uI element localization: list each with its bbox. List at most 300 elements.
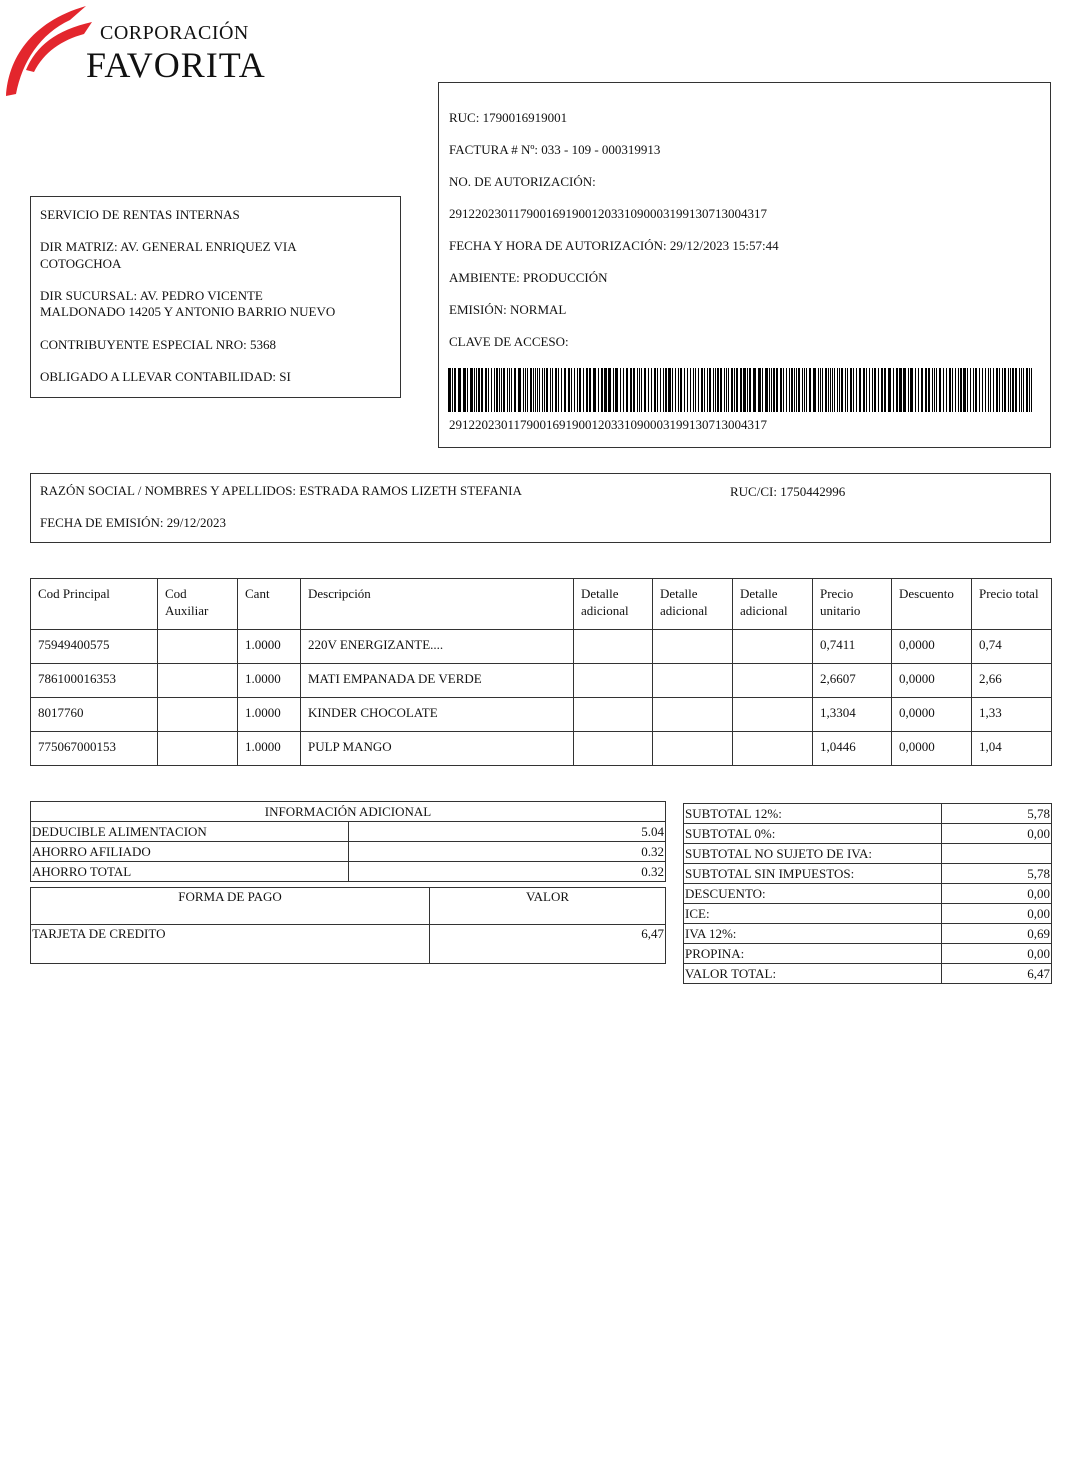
barcode-bar	[776, 368, 778, 412]
barcode-bar	[985, 368, 986, 412]
barcode-bar	[888, 368, 891, 412]
barcode-bar	[539, 368, 540, 412]
cell-detalle-3	[733, 732, 813, 766]
cell-cant: 1.0000	[238, 732, 301, 766]
cell-detalle-1	[574, 698, 653, 732]
barcode-bar	[973, 368, 974, 412]
barcode-bar	[872, 368, 873, 412]
cell-desc: MATI EMPANADA DE VERDE	[301, 664, 574, 698]
barcode-bar	[856, 368, 857, 412]
barcode-bar	[571, 368, 572, 412]
dir-sucursal-line1: DIR SUCURSAL: AV. PEDRO VICENTE	[40, 288, 263, 303]
barcode-bar	[615, 368, 618, 412]
items-header-row	[31, 579, 1052, 630]
barcode-bar	[952, 368, 953, 412]
clave-acceso-label: CLAVE DE ACCESO:	[449, 334, 569, 349]
col-detalle-2: Detalle adicional	[653, 579, 733, 630]
cell-cod: 8017760	[31, 698, 158, 732]
col-detalle-3: Detalle adicional	[733, 579, 813, 630]
barcode-bar	[869, 368, 870, 412]
cell-total: 1,33	[972, 698, 1052, 732]
barcode-bar	[946, 368, 947, 412]
barcode-bar	[675, 368, 676, 412]
barcode-bar	[1029, 368, 1030, 412]
cell-total: 0,74	[972, 630, 1052, 664]
barcode-bar	[568, 368, 570, 412]
cell-detalle-2	[653, 732, 733, 766]
barcode-bar	[780, 368, 782, 412]
barcode-bar	[577, 368, 578, 412]
barcode-bar	[704, 368, 705, 412]
total-label: SUBTOTAL NO SUJETO DE IVA:	[684, 844, 942, 864]
cell-detalle-2	[653, 630, 733, 664]
cell-descuento: 0,0000	[892, 664, 972, 698]
cell-desc: PULP MANGO	[301, 732, 574, 766]
cell-cod: 775067000153	[31, 732, 158, 766]
barcode-bar	[657, 368, 658, 412]
cell-detalle-3	[733, 698, 813, 732]
barcode-bar	[726, 368, 727, 412]
barcode-bar	[523, 368, 524, 412]
cell-descuento: 0,0000	[892, 732, 972, 766]
barcode-bar	[825, 368, 827, 412]
barcode-bar	[896, 368, 898, 412]
cell-detalle-1	[574, 732, 653, 766]
barcode-bar	[1012, 368, 1014, 412]
table-row	[31, 862, 666, 882]
barcode-bar	[1026, 368, 1028, 412]
barcode-bar	[680, 368, 682, 412]
barcode-bar	[967, 368, 968, 412]
barcode-bar	[979, 368, 980, 412]
cell-precio: 0,7411	[813, 630, 892, 664]
barcode-bar	[663, 368, 664, 412]
barcode-bar	[908, 368, 909, 412]
obligado-contabilidad: OBLIGADO A LLEVAR CONTABILIDAD: SI	[40, 369, 291, 384]
cell-detalle-2	[653, 664, 733, 698]
barcode-bar	[720, 368, 722, 412]
cell-desc: KINDER CHOCOLATE	[301, 698, 574, 732]
barcode-bar	[552, 368, 553, 412]
total-label: SUBTOTAL 12%:	[684, 804, 942, 824]
issuer-box	[30, 196, 401, 398]
barcode-bar	[1004, 368, 1006, 412]
barcode-bar	[544, 368, 545, 412]
barcode-bar	[841, 368, 843, 412]
barcode-bar	[623, 368, 624, 412]
forma-pago-value: TARJETA DE CREDITO	[31, 925, 430, 964]
barcode-bar	[586, 368, 588, 412]
barcode-bar	[485, 368, 487, 412]
barcode-bar	[736, 368, 738, 412]
barcode-bar	[960, 368, 962, 412]
total-label: SUBTOTAL SIN IMPUESTOS:	[684, 864, 942, 884]
barcode-bar	[598, 368, 599, 412]
barcode-bar	[958, 368, 959, 412]
forma-pago-table	[30, 887, 666, 964]
table-row	[684, 804, 1052, 824]
forma-pago-header: FORMA DE PAGO	[31, 888, 430, 925]
info-label: AHORRO AFILIADO	[31, 842, 349, 862]
total-label: ICE:	[684, 904, 942, 924]
barcode-bar	[715, 368, 716, 412]
barcode-bar	[728, 368, 729, 412]
cell-detalle-1	[574, 630, 653, 664]
totals-table	[683, 803, 1052, 984]
barcode-bar	[639, 368, 640, 412]
table-row	[684, 904, 1052, 924]
barcode-bar	[1015, 368, 1017, 412]
barcode-bar	[990, 368, 991, 412]
customer-box	[30, 473, 1051, 543]
barcode-bar	[1019, 368, 1020, 412]
barcode-bar	[982, 368, 983, 412]
total-label: SUBTOTAL 0%:	[684, 824, 942, 844]
barcode-bar	[794, 368, 795, 412]
cell-total: 1,04	[972, 732, 1052, 766]
barcode-bar	[583, 368, 584, 412]
barcode-bar	[765, 368, 768, 412]
cell-detalle-1	[574, 664, 653, 698]
barcode-bar	[921, 368, 923, 412]
barcode-bar	[949, 368, 951, 412]
table-row	[31, 842, 666, 862]
barcode-bar	[665, 368, 667, 412]
barcode-bar	[470, 368, 473, 412]
barcode-bar	[881, 368, 883, 412]
barcode-bar	[546, 368, 548, 412]
barcode-bar	[654, 368, 656, 412]
table-row	[684, 844, 1052, 864]
table-row	[684, 884, 1052, 904]
barcode-bar	[613, 368, 614, 412]
contribuyente-especial: CONTRIBUYENTE ESPECIAL NRO: 5368	[40, 337, 277, 352]
barcode-bar	[828, 368, 829, 412]
cell-precio: 1,3304	[813, 698, 892, 732]
barcode-bar	[796, 368, 797, 412]
table-row	[684, 924, 1052, 944]
cell-cod: 786100016353	[31, 664, 158, 698]
barcode-bar	[476, 368, 477, 412]
cell-total: 2,66	[972, 664, 1052, 698]
barcode-bar	[832, 368, 833, 412]
barcode-bar	[530, 368, 532, 412]
fecha-emision: FECHA DE EMISIÓN: 29/12/2023	[40, 515, 226, 530]
barcode-bar	[999, 368, 1000, 412]
total-value: 6,47	[942, 964, 1052, 984]
barcode-bar	[701, 368, 703, 412]
barcode-bar	[834, 368, 835, 412]
barcode-bar	[564, 368, 566, 412]
table-row	[31, 732, 1052, 766]
barcode-bar	[863, 368, 865, 412]
barcode-bar	[773, 368, 775, 412]
total-value: 0,00	[942, 944, 1052, 964]
barcode-bar	[789, 368, 790, 412]
valor-value: 6,47	[430, 925, 666, 964]
barcode-bar	[589, 368, 591, 412]
total-value: 0,00	[942, 824, 1052, 844]
barcode-bar	[693, 368, 694, 412]
ambiente: AMBIENTE: PRODUCCIÓN	[449, 270, 608, 285]
col-cod-principal: Cod Principal	[31, 579, 158, 630]
dir-matriz-line1: DIR MATRIZ: AV. GENERAL ENRIQUEZ VIA	[40, 239, 297, 254]
barcode-bar	[758, 368, 761, 412]
total-label: VALOR TOTAL:	[684, 964, 942, 984]
barcode-bar	[970, 368, 971, 412]
cell-precio: 2,6607	[813, 664, 892, 698]
barcode-bar	[749, 368, 751, 412]
barcode-bar	[454, 368, 456, 412]
autorizacion-label: NO. DE AUTORIZACIÓN:	[449, 174, 596, 189]
col-precio-total: Precio total	[972, 579, 1052, 630]
info-adicional-title: INFORMACIÓN ADICIONAL	[31, 802, 666, 822]
barcode-bar	[747, 368, 748, 412]
barcode-bar	[644, 368, 646, 412]
barcode-bar	[786, 368, 787, 412]
cell-cant: 1.0000	[238, 698, 301, 732]
total-label: IVA 12%:	[684, 924, 942, 944]
barcode-bar	[604, 368, 607, 412]
info-value: 5.04	[349, 822, 666, 842]
barcode-bar	[798, 368, 800, 412]
barcode-bar	[501, 368, 502, 412]
col-detalle-1: Detalle adicional	[574, 579, 653, 630]
barcode-bar	[452, 368, 453, 412]
barcode-bar	[507, 368, 508, 412]
barcode-bar	[724, 368, 725, 412]
barcode-bar	[651, 368, 652, 412]
barcode-bar	[491, 368, 492, 412]
barcode-bar	[707, 368, 708, 412]
total-value: 5,78	[942, 804, 1052, 824]
total-value: 0,00	[942, 904, 1052, 924]
barcode-bar	[1002, 368, 1003, 412]
barcode-bar	[579, 368, 581, 412]
barcode-bar	[687, 368, 688, 412]
cell-detalle-3	[733, 630, 813, 664]
barcode-bar	[1023, 368, 1024, 412]
barcode-bar	[866, 368, 867, 412]
barcode-bar	[690, 368, 691, 412]
barcode-bar	[932, 368, 933, 412]
barcode-bar	[899, 368, 902, 412]
barcode-bar	[1008, 368, 1009, 412]
barcode-bar	[936, 368, 937, 412]
barcode-bar	[695, 368, 696, 412]
table-row	[684, 964, 1052, 984]
cell-aux	[158, 664, 238, 698]
dir-matriz-line2: COTOGCHOA	[40, 256, 122, 271]
cell-aux	[158, 732, 238, 766]
table-row	[31, 822, 666, 842]
barcode-bar	[903, 368, 906, 412]
corporacion-favorita-logo	[0, 0, 290, 100]
barcode-bar	[806, 368, 807, 412]
barcode-bar	[884, 368, 886, 412]
barcode-bar	[850, 368, 852, 412]
emision: EMISIÓN: NORMAL	[449, 302, 567, 317]
barcode-bar	[847, 368, 848, 412]
logo-line1: CORPORACIÓN	[100, 22, 249, 44]
cell-detalle-2	[653, 698, 733, 732]
col-precio-unitario: Precio unitario	[813, 579, 892, 630]
barcode-bar	[1010, 368, 1011, 412]
barcode-bar	[1031, 368, 1032, 412]
valor-header: VALOR	[430, 888, 666, 925]
col-cod-auxiliar: Cod Auxiliar	[158, 579, 238, 630]
table-row	[684, 864, 1052, 884]
table-row	[684, 824, 1052, 844]
barcode-bar	[514, 368, 516, 412]
barcode-bar	[574, 368, 575, 412]
barcode-bar	[660, 368, 661, 412]
barcode-bar	[791, 368, 793, 412]
barcode-bar	[731, 368, 733, 412]
barcode-bar	[467, 368, 468, 412]
barcode-bar	[648, 368, 649, 412]
barcode-bar	[910, 368, 913, 412]
logo-line2: FAVORITA	[86, 45, 266, 85]
barcode-bar	[633, 368, 635, 412]
ruc-ci: RUC/CI: 1750442996	[730, 484, 846, 499]
table-row	[31, 664, 1052, 698]
barcode-bar	[740, 368, 742, 412]
ruc: RUC: 1790016919001	[449, 110, 568, 125]
table-row	[31, 698, 1052, 732]
barcode-bar	[525, 368, 526, 412]
barcode-bar	[668, 368, 671, 412]
barcode-bar	[878, 368, 879, 412]
total-value: 0,69	[942, 924, 1052, 944]
barcode-bar	[717, 368, 719, 412]
barcode-bar	[939, 368, 941, 412]
col-cant: Cant	[238, 579, 301, 630]
total-label: PROPINA:	[684, 944, 942, 964]
barcode-bar	[713, 368, 714, 412]
razon-social: RAZÓN SOCIAL / NOMBRES Y APELLIDOS: ESTRADA RAMOS LIZETH STEFANIA	[40, 483, 522, 498]
barcode-bar	[641, 368, 642, 412]
barcode-bar	[837, 368, 838, 412]
barcode-bar	[499, 368, 500, 412]
info-label: DEDUCIBLE ALIMENTACION	[31, 822, 349, 842]
barcode-bar	[518, 368, 521, 412]
barcode-bar	[709, 368, 711, 412]
barcode-bar	[637, 368, 638, 412]
info-adicional-table	[30, 801, 666, 882]
barcode-bar	[630, 368, 632, 412]
total-value: 0,00	[942, 884, 1052, 904]
barcode-bar	[925, 368, 927, 412]
cell-cod: 75949400575	[31, 630, 158, 664]
barcode-bar	[448, 368, 451, 412]
barcode-bar	[509, 368, 510, 412]
table-row	[684, 944, 1052, 964]
factura-number: FACTURA # Nº: 033 - 109 - 000319913	[449, 142, 661, 157]
barcode-bar	[915, 368, 916, 412]
info-value: 0.32	[349, 862, 666, 882]
barcode-bar	[511, 368, 512, 412]
total-value: 5,78	[942, 864, 1052, 884]
barcode-bar	[804, 368, 805, 412]
barcode-bar	[839, 368, 840, 412]
barcode-bar	[893, 368, 894, 412]
dir-sucursal-line2: MALDONADO 14205 Y ANTONIO BARRIO NUEVO	[40, 304, 336, 319]
barcode-bar	[859, 368, 861, 412]
barcode-bar	[830, 368, 831, 412]
barcode-bar	[955, 368, 956, 412]
barcode-bar	[494, 368, 495, 412]
barcode-bar	[561, 368, 562, 412]
cell-cant: 1.0000	[238, 630, 301, 664]
barcode-bar	[809, 368, 811, 412]
cell-detalle-3	[733, 664, 813, 698]
barcode-bar	[934, 368, 935, 412]
barcode-bar	[503, 368, 505, 412]
barcode-bar	[478, 368, 480, 412]
barcode-bar	[535, 368, 536, 412]
items-table	[30, 578, 1052, 766]
autorizacion-number: 2912202301179001691900120331090003199130713004317	[449, 206, 768, 221]
info-value: 0.32	[349, 842, 666, 862]
barcode-bar	[753, 368, 756, 412]
barcode-bar	[496, 368, 498, 412]
barcode-bar	[993, 368, 994, 412]
barcode-bar	[802, 368, 803, 412]
barcode-bar	[845, 368, 846, 412]
col-descripcion: Descripción	[301, 579, 574, 630]
cell-cant: 1.0000	[238, 664, 301, 698]
barcode-bar	[762, 368, 763, 412]
barcode-bar	[488, 368, 489, 412]
cell-precio: 1,0446	[813, 732, 892, 766]
col-descuento: Descuento	[892, 579, 972, 630]
barcode-bar	[608, 368, 611, 412]
barcode-bar	[820, 368, 821, 412]
barcode-bar	[593, 368, 596, 412]
cell-aux	[158, 698, 238, 732]
total-label: DESCUENTO:	[684, 884, 942, 904]
barcode-bar	[542, 368, 543, 412]
barcode-bar	[1021, 368, 1022, 412]
barcode-bar	[558, 368, 559, 412]
barcode-bar	[672, 368, 673, 412]
barcode-bar	[463, 368, 466, 412]
barcode-bar	[474, 368, 475, 412]
barcode-bar	[734, 368, 735, 412]
barcode-bar	[527, 368, 528, 412]
barcode-bar	[943, 368, 944, 412]
barcode-bar	[550, 368, 551, 412]
table-row	[31, 925, 666, 964]
barcode-bar	[783, 368, 784, 412]
barcode-bar	[822, 368, 823, 412]
cell-desc: 220V ENERGIZANTE....	[301, 630, 574, 664]
barcode-bar	[975, 368, 977, 412]
barcode-bar	[601, 368, 603, 412]
barcode-bar	[818, 368, 819, 412]
cell-aux	[158, 630, 238, 664]
barcode-bar	[481, 368, 483, 412]
barcode-bar	[996, 368, 998, 412]
barcode-bar	[874, 368, 876, 412]
total-value	[942, 844, 1052, 864]
barcode-bar	[537, 368, 538, 412]
barcode-bar	[771, 368, 772, 412]
fecha-autorizacion: FECHA Y HORA DE AUTORIZACIÓN: 29/12/2023 15:57:44	[449, 238, 779, 253]
barcode-bar	[458, 368, 461, 412]
barcode-bar	[533, 368, 534, 412]
